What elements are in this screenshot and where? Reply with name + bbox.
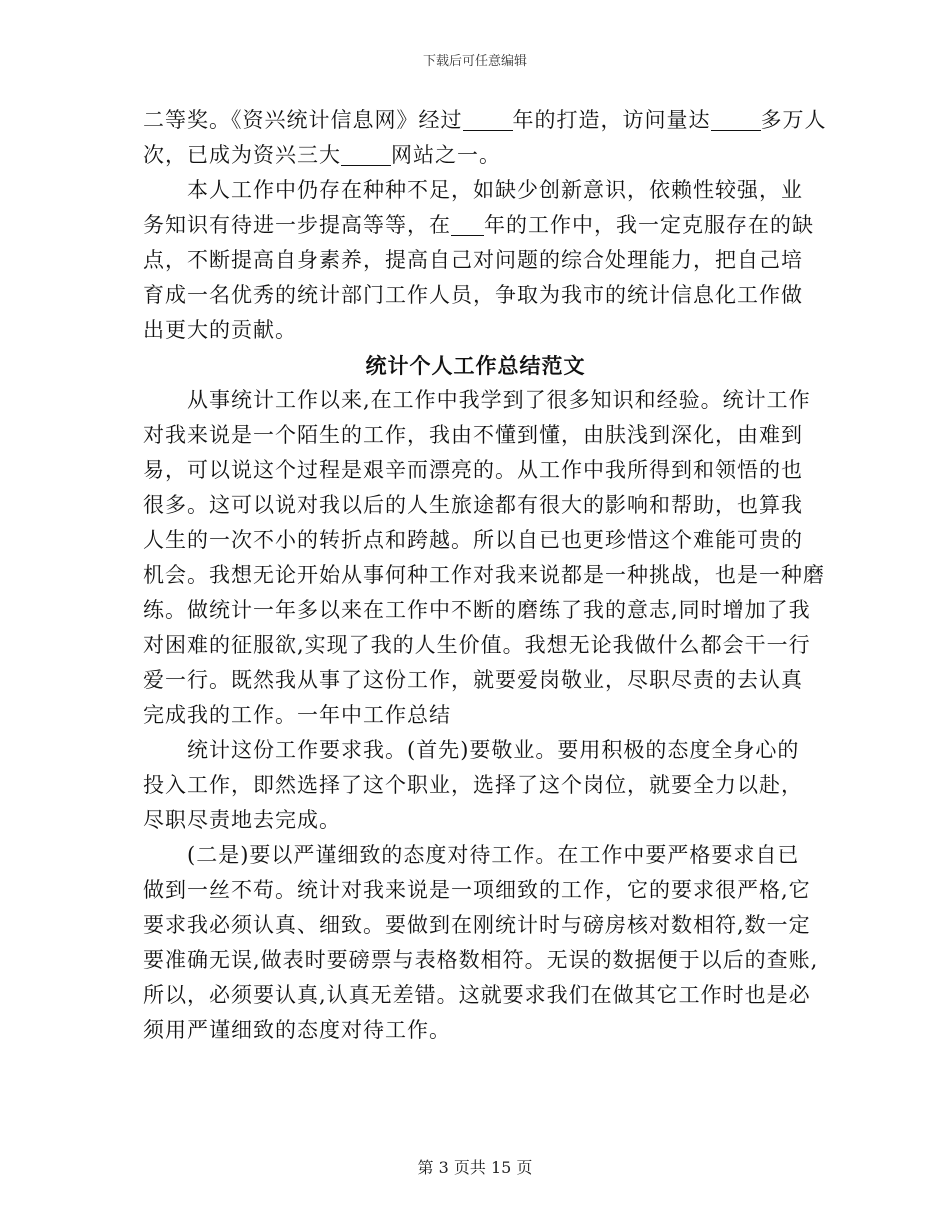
page-header: 下载后可任意编辑: [422, 54, 527, 69]
intro-line: 人生的一次不小的转折点和跨越。所以自已也更珍惜这个难能可贵的: [143, 528, 803, 552]
text-segment: 二等奖。《资兴统计信息网》经过: [143, 108, 463, 132]
shortcoming-line-2: [143, 208, 814, 243]
page-footer: 第 3 页共 15 页: [417, 1158, 533, 1177]
blank-underline: [341, 141, 391, 166]
intro-line: 很多。这可以说对我以后的人生旅途都有很大的影响和帮助，也算我: [143, 493, 803, 517]
text-segment: 年的工作中，我一定克服存在的缺: [484, 213, 814, 237]
shortcoming-line-1: 本人工作中仍存在种种不足，如缺少创新意识，依赖性较强，业: [143, 178, 803, 202]
second-point-line: 须用严谨细致的态度对待工作。: [143, 1018, 451, 1042]
blank-underline: [463, 106, 513, 131]
shortcoming-line-3: 点，不断提高自身素养，提高自己对问题的综合处理能力，把自己培: [143, 248, 803, 272]
intro-line: 机会。我想无论开始从事何种工作对我来说都是一种挑战，也是一种磨: [143, 563, 825, 587]
blank-underline: [711, 106, 761, 131]
first-point-line: 尽职尽责地去完成。: [143, 808, 341, 832]
shortcoming-line-5: 出更大的贡献。: [143, 318, 297, 342]
first-point-line: 投入工作，即然选择了这个职业，选择了这个岗位，就要全力以赴，: [143, 773, 803, 797]
second-point-line: (二是)要以严谨细致的态度对待工作。在工作中要严格要求自已: [143, 843, 800, 867]
first-point-line: 统计这份工作要求我。(首先)要敬业。要用积极的态度全身心的: [143, 738, 800, 762]
intro-line: 易，可以说这个过程是艰辛而漂亮的。从工作中我所得到和领悟的也: [143, 458, 803, 482]
section-title: 统计个人工作总结范文: [365, 353, 586, 378]
intro-line: 对我来说是一个陌生的工作，我由不懂到懂，由肤浅到深化，由难到: [143, 423, 803, 447]
second-point-line: 做到一丝不苟。统计对我来说是一项细致的工作，它的要求很严格,它: [143, 878, 811, 902]
intro-line: 完成我的工作。一年中工作总结: [143, 703, 451, 727]
second-point-line: 要求我必须认真、细致。要做到在刚统计时与磅房核对数相符,数一定: [143, 913, 811, 937]
intro-line: 对困难的征服欲,实现了我的人生价值。我想无论我做什么都会干一行: [143, 633, 811, 657]
text-segment: 网站之一。: [391, 143, 501, 167]
blank-underline: [451, 211, 484, 236]
intro-line: 练。做统计一年多以来在工作中不断的磨练了我的意志,同时增加了我: [143, 598, 811, 622]
intro-line: 从事统计工作以来,在工作中我学到了很多知识和经验。统计工作: [143, 388, 811, 412]
award-line-1: [143, 103, 827, 138]
second-point-line: 要准确无误,做表时要磅票与表格数相符。无误的数据便于以后的查账,: [143, 948, 819, 972]
text-segment: 次，已成为资兴三大: [143, 143, 341, 167]
second-point-line: 所以，必须要认真,认真无差错。这就要求我们在做其它工作时也是必: [143, 983, 811, 1007]
text-segment: 务知识有待进一步提高等等，在: [143, 213, 451, 237]
document-body: [143, 103, 827, 1048]
award-line-2: [143, 138, 808, 173]
shortcoming-line-4: 育成一名优秀的统计部门工作人员，争取为我市的统计信息化工作做: [143, 283, 803, 307]
intro-line: 爱一行。既然我从事了这份工作，就要爱岗敬业，尽职尽责的去认真: [143, 668, 803, 692]
text-segment: 多万人: [760, 108, 827, 132]
text-segment: 年的打造，访问量达: [512, 108, 711, 132]
